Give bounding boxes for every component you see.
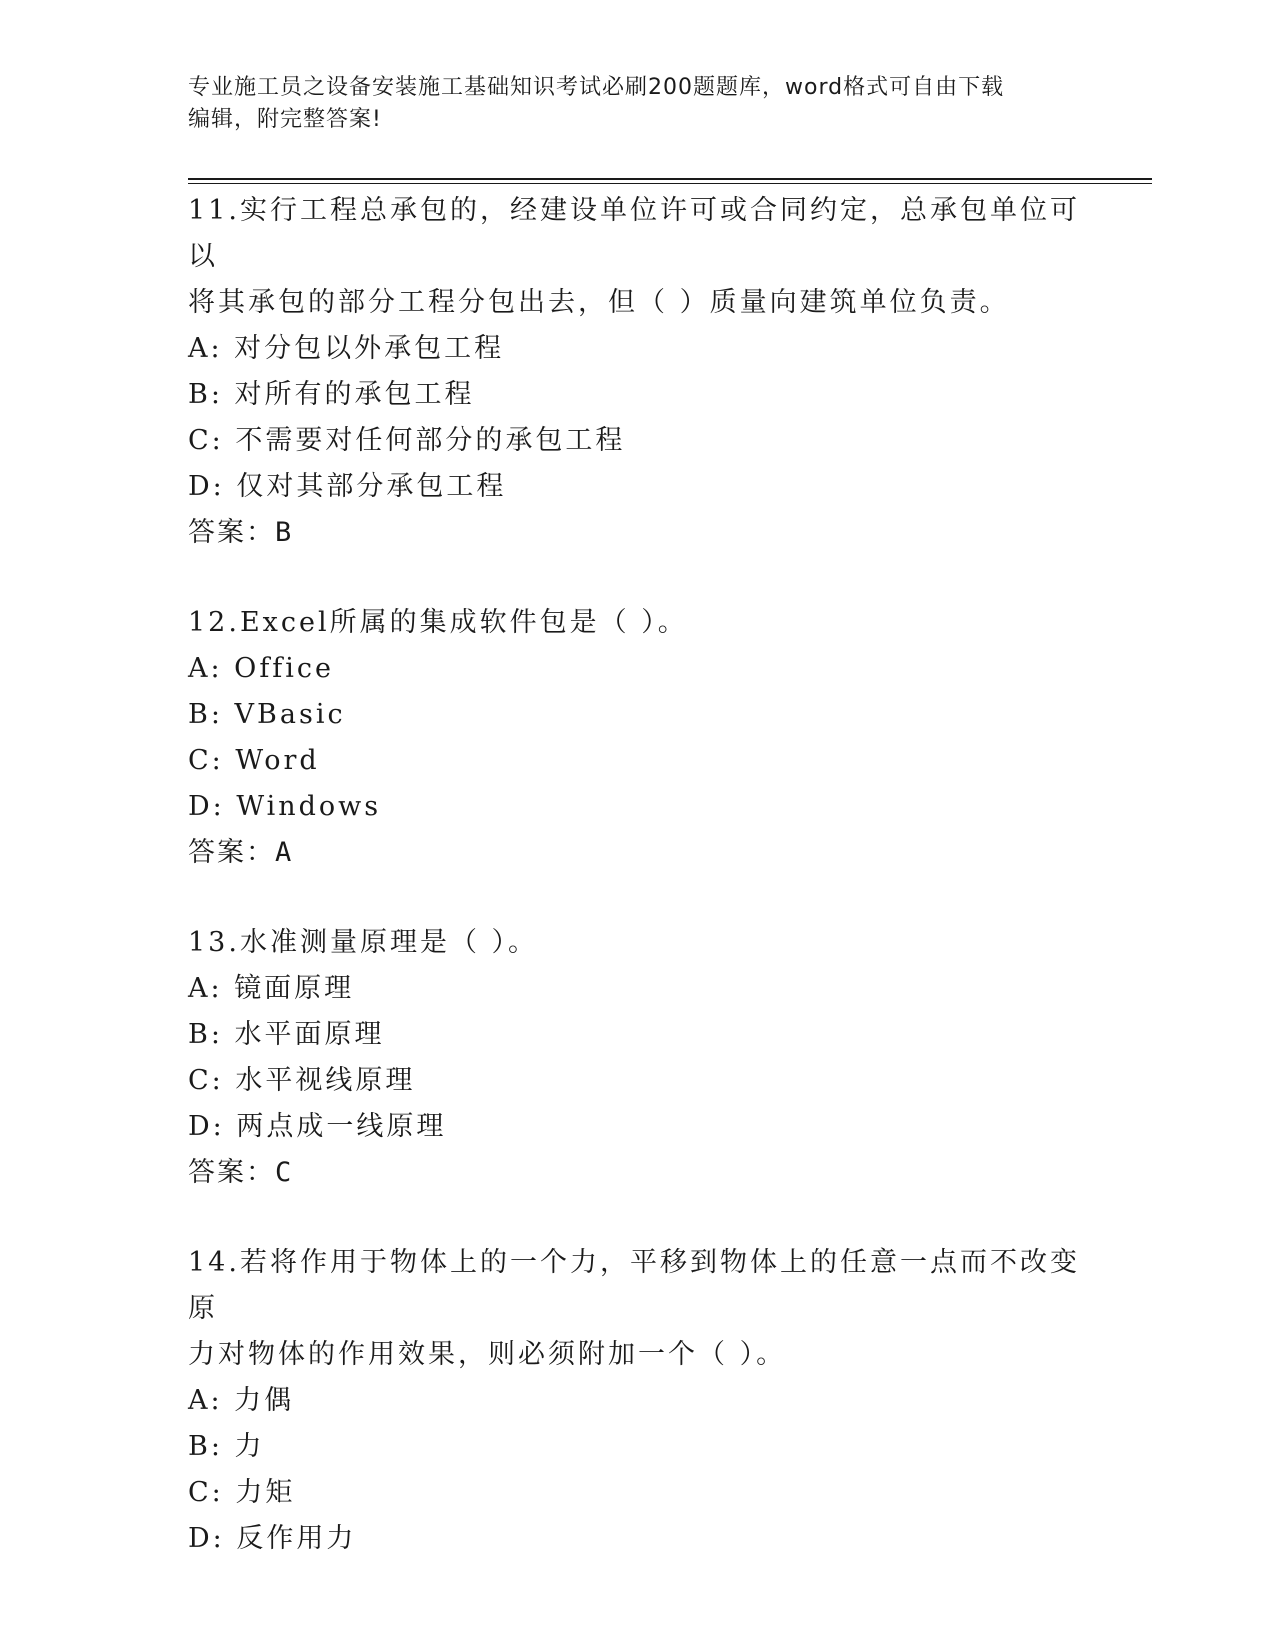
question-stem-line: 11.实行工程总承包的，经建设单位许可或合同约定，总承包单位可以 [188, 195, 1080, 272]
question-stem-line: 14.若将作用于物体上的一个力，平移到物体上的任意一点而不改变原 [188, 1247, 1080, 1324]
option-d: D: 两点成一线原理 [188, 1111, 447, 1142]
option-a: A: 力偶 [188, 1385, 295, 1416]
question-stem-line: 12.Excel所属的集成软件包是（ ）。 [188, 607, 688, 638]
header-title-line-2: 编辑，附完整答案! [188, 107, 382, 132]
option-a: A: 对分包以外承包工程 [188, 333, 505, 364]
question-stem [188, 920, 1088, 966]
option-d: D: 反作用力 [188, 1523, 357, 1554]
option-c: C: Word [188, 745, 320, 776]
answer-label: 答案： [188, 837, 275, 868]
option-c: C: 力矩 [188, 1477, 296, 1508]
question-12 [188, 600, 1088, 876]
option-b: B: 水平面原理 [188, 1019, 385, 1050]
header-title-line-1: 专业施工员之设备安装施工基础知识考试必刷200题题库，word格式可自由下载 [188, 75, 1005, 100]
question-14 [188, 1240, 1088, 1562]
option-a: A: Office [188, 653, 335, 684]
question-stem-line: 力对物体的作用效果，则必须附加一个（ ）。 [188, 1339, 787, 1370]
answer-value: B [275, 517, 294, 548]
option-c: C: 水平视线原理 [188, 1065, 416, 1096]
question-13 [188, 920, 1088, 1196]
answer-line [188, 830, 1088, 876]
question-stem [188, 600, 1088, 646]
option-c: C: 不需要对任何部分的承包工程 [188, 425, 626, 456]
answer-line [188, 1150, 1088, 1196]
question-list [188, 188, 1088, 1606]
option-b: B: VBasic [188, 699, 346, 730]
option-a: A: 镜面原理 [188, 973, 355, 1004]
option-b: B: 对所有的承包工程 [188, 379, 475, 410]
question-stem-line: 13.水准测量原理是（ ）。 [188, 927, 539, 958]
header-divider [188, 178, 1152, 184]
option-b: B: 力 [188, 1431, 265, 1462]
answer-label: 答案： [188, 517, 275, 548]
option-d: D: Windows [188, 791, 382, 822]
document-header [188, 72, 1088, 136]
question-11 [188, 188, 1088, 556]
answer-line [188, 510, 1088, 556]
answer-label: 答案： [188, 1157, 275, 1188]
answer-value: C [275, 1157, 294, 1188]
question-stem-line: 将其承包的部分工程分包出去，但（ ）质量向建筑单位负责。 [188, 287, 1010, 318]
question-stem [188, 188, 1088, 326]
answer-value: A [275, 837, 294, 868]
option-d: D: 仅对其部分承包工程 [188, 471, 507, 502]
question-stem [188, 1240, 1088, 1378]
